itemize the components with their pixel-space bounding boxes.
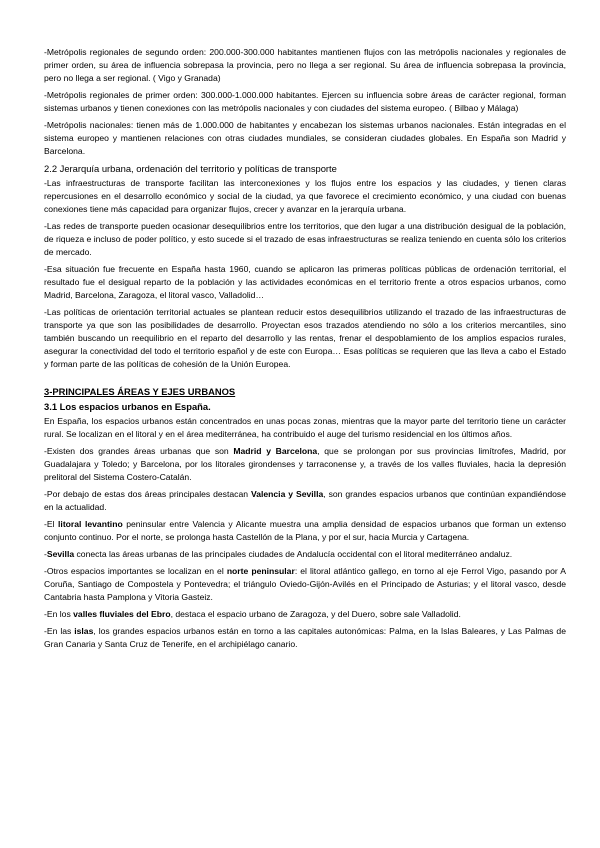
text-run: conecta las áreas urbanas de las principales ciudades de Andalucía occidental con el litoral mediterráneo andaluz.: [74, 549, 513, 559]
document-page: [44, 46, 566, 655]
paragraph-valencia-sevilla: [44, 488, 566, 514]
section-heading-3-1: 3.1 Los espacios urbanos en España.: [44, 401, 211, 412]
bold-run: litoral levantino: [58, 519, 123, 529]
paragraph-territorial-policies: -Las políticas de orientación territorial actuales se plantean reducir estos desequilibrios utilizando el trazado de las infraestructuras de transporte ya que son las posibilidades de desarrollo. Proyectan esos trazados atendiendo no sólo a los criterios mercantiles, sino también buscando un reequilibrio en el reparto del desarrollo y las rentas, frenar el despoblamiento de los amplios espacios rurales, asegurar la conectividad del todo el territorio español y de este con Europa… Esas políticas se requieren que las lleva a cabo el Estado y forman parte de las políticas de cohesión de la Unión Europea.: [44, 307, 566, 369]
paragraph-sevilla: [44, 548, 566, 561]
text-run: -Otros espacios importantes se localizan en el: [44, 566, 227, 576]
text-run: -Existen dos grandes áreas urbanas que son: [44, 446, 234, 456]
text-run: peninsular entre Valencia y Alicante muestra una amplia densidad de espacios urbanos que forman un extenso conjunto continuo. Por el norte, se prolonga hasta Castellón de la Plana, y por el sur, hacia Murcia y Cartagena.: [44, 519, 567, 542]
text-run: : el litoral atlántico gallego, en torno al eje Ferrol Vigo, pasando por A Coruña, Santiago de Compostela y Pontevedra; el triángulo Oviedo-Gijón-Avilés en el Principado de Asturias; y el litoral vasco, desde Cantabria hasta Pamplona y Vitoria Gasteiz.: [44, 566, 567, 602]
text-run: -En las: [44, 626, 75, 636]
paragraph-transport-networks: -Las redes de transporte pueden ocasionar desequilibrios entre los territorios, que den lugar a una distribución desigual de la población, de riqueza e incluso de poder político, y esto sucede si el trazado de esas infraestructuras se realiza teniendo en cuenta sólo los criterios de mercado.: [44, 221, 566, 257]
text-run: , que se prolongan por sus provincias limítrofes, Madrid, por Guadalajara y Toledo; y Barcelona, por los litorales girondenses y tarraconense y, a través de los valles fluviales, hacia la depresión prelitoral del Sistema Costero-Catalán.: [44, 446, 567, 482]
paragraph-intro-urban-spaces: En España, los espacios urbanos están concentrados en unas pocas zonas, mientras que la mayor parte del territorio tiene un carácter rural. Se localizan en el litoral y en el área mediterránea, ha contribuido el auge del turismo residencial en los últimos años.: [44, 416, 566, 439]
paragraph-transport-infrastructure: -Las infraestructuras de transporte facilitan las interconexiones y los flujos entre los espacios y las ciudades, y tienen claras repercusiones en el desarrollo económico y social de la ciudad, ya que favorece el crecimiento económico, y una ciudad con buenas conexiones tiene más capacidad para organizar flujos, crecer y avanzar en la jerarquía urbana.: [44, 178, 566, 214]
bold-run: Valencia y Sevilla: [250, 489, 324, 499]
bold-run: Sevilla: [46, 549, 75, 559]
text-run: , los grandes espacios urbanos están en torno a las capitales autonómicas: Palma, en la Islas Baleares, y Las Palmas de Gran Canaria y Santa Cruz de Tenerife, en el archipiélago canario.: [44, 626, 566, 649]
paragraph-islas: [44, 625, 566, 651]
section-heading-3: 3-PRINCIPALES ÁREAS Y EJES URBANOS: [44, 386, 236, 397]
paragraph-metropolis-first-order: -Metrópolis regionales de primer orden: 300.000-1.000.000 habitantes. Ejercen su influencia sobre áreas de carácter regional, forman sistemas urbanos y tienen conexiones con las metrópolis nacionales y con ciudades del sistema europeo. ( Bilbao y Málaga): [44, 90, 566, 113]
paragraph-metropolis-national: -Metrópolis nacionales: tienen más de 1.000.000 de habitantes y encabezan los sistemas urbanos nacionales. Están integradas en el sistema europeo y mantienen relaciones con otras ciudades mundiales, se consideran ciudades globales. En España son Madrid y Barcelona.: [44, 120, 566, 156]
paragraph-metropolis-second-order: -Metrópolis regionales de segundo orden: 200.000-300.000 habitantes mantienen flujos con las metrópolis nacionales y regionales de primer orden, su área de influencia sobrepasa la provincia, pero no llega a ser regional. Su área de influencia sobrepasa la provincia, pero no llega a ser regional. ( Vigo y Granada): [44, 47, 566, 83]
bold-run: valles fluviales del Ebro: [73, 609, 171, 619]
bold-run: Madrid y Barcelona: [233, 446, 318, 456]
text-run: , son grandes espacios urbanos que continúan expandiéndose en la actualidad.: [44, 489, 566, 512]
paragraph-litoral-levantino: [44, 518, 566, 544]
text-run: -El: [44, 519, 59, 529]
text-run: -En los: [44, 609, 74, 619]
text-run: , destaca el espacio urbano de Zaragoza, y del Duero, sobre sale Valladolid.: [170, 609, 461, 619]
bold-run: norte peninsular: [226, 566, 295, 576]
paragraph-spain-1960: -Esa situación fue frecuente en España hasta 1960, cuando se aplicaron las primeras políticas públicas de ordenación territorial, el resultado fue el desigual reparto de la población y las actividades económicas en el territorio frente a otros espacios urbanos, como Madrid, Barcelona, Zaragoza, el litoral vasco, Valladolid…: [44, 264, 566, 300]
text-run: -Por debajo de estas dos áreas principales destacan: [44, 489, 251, 499]
text-run: -: [44, 549, 47, 559]
paragraph-madrid-barcelona: [44, 445, 566, 484]
bold-run: islas: [74, 626, 94, 636]
section-heading-2-2: 2.2 Jerarquía urbana, ordenación del territorio y políticas de transporte: [44, 163, 337, 174]
paragraph-valles-ebro: [44, 608, 566, 621]
paragraph-norte-peninsular: [44, 565, 566, 604]
